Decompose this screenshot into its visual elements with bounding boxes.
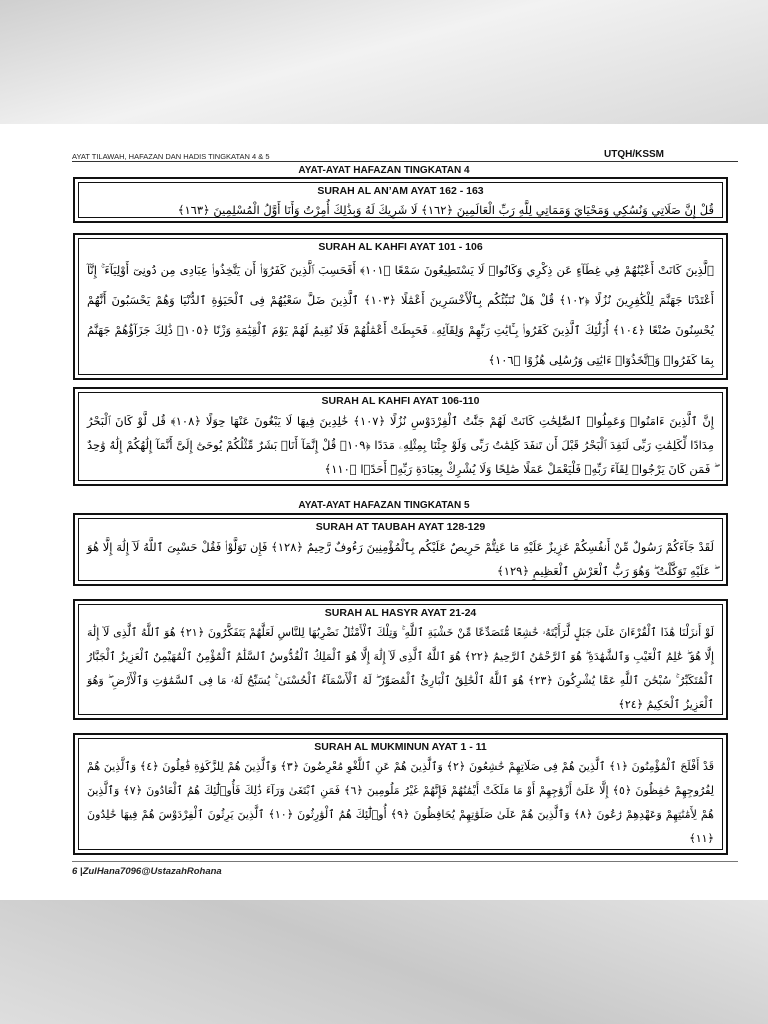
background-bottom (0, 900, 768, 1024)
ayat-text: قُلْ إِنَّ صَلَاتِي وَنُسُكِي وَمَحْيَايَ وَمَمَاتِي لِلَّهِ رَبِّ الْعَالَمِينَ ﴿١٦٢﴾ لَا شَرِيكَ لَهُ وَبِذَٰلِكَ أُمِرْتُ وَأَنَا أَوَّلُ الْمُسْلِمِينَ ﴿١٦٣﴾ (177, 203, 714, 217)
document-page (0, 124, 768, 900)
header-left-text: AYAT TILAWAH, HAFAZAN DAN HADIS TINGKATAN 4 & 5 (72, 152, 270, 161)
surah-title: SURAH AL HASYR AYAT 21-24 (324, 607, 477, 619)
surah-title: SURAH AL MUKMINUN AYAT 1 - 11 (314, 741, 487, 753)
surah-box-kahfi-106 (73, 387, 728, 486)
header-divider (72, 161, 738, 162)
ayat-text: قَدْ أَفْلَحَ ٱلْمُؤْمِنُونَ ﴿١﴾ ٱلَّذِينَ هُمْ فِى صَلَاتِهِمْ خَٰشِعُونَ ﴿٢﴾ وَٱلَّذِينَ هُمْ عَنِ ٱللَّغْوِ مُعْرِضُونَ ﴿٣﴾ وَٱلَّذِينَ هُمْ لِلزَّكَوٰةِ فَٰعِلُونَ ﴿٤﴾ وَٱلَّذِينَ هُمْ لِفُرُوجِهِمْ حَٰفِظُونَ ﴿٥﴾ إِلَّا عَلَىٰٓ أَزْوَٰجِهِمْ أَوْ مَا مَلَكَتْ أَيْمَٰنُهُمْ فَإِنَّهُمْ غَيْرُ مَلُومِينَ ﴿٦﴾ فَمَنِ ٱبْتَغَىٰ وَرَآءَ ذَٰلِكَ فَأُو۟لَٰٓئِكَ هُمُ ٱلْعَادُونَ ﴿٧﴾ وَٱلَّذِينَ هُمْ لِأَمَٰنَٰتِهِمْ وَعَهْدِهِمْ رَٰعُونَ ﴿٨﴾ وَٱلَّذِينَ هُمْ عَلَىٰ صَلَوَٰتِهِمْ يُحَافِظُونَ ﴿٩﴾ أُو۟لَٰٓئِكَ هُمُ ٱلْوَٰرِثُونَ ﴿١٠﴾ ٱلَّذِينَ يَرِثُونَ ٱلْفِرْدَوْسَ هُمْ فِيهَا خَٰلِدُونَ ﴿١١﴾ (87, 760, 715, 845)
ayat-text: لَوْ أَنزَلْنَا هَٰذَا ٱلْقُرْءَانَ عَلَىٰ جَبَلٍ لَّرَأَيْتَهُۥ خَٰشِعًا مُّتَصَدِّعًا مِّنْ خَشْيَةِ ٱللَّهِ ۚ وَتِلْكَ ٱلْأَمْثَٰلُ نَضْرِبُهَا لِلنَّاسِ لَعَلَّهُمْ يَتَفَكَّرُونَ ﴿٢١﴾ هُوَ ٱللَّهُ ٱلَّذِى لَآ إِلَٰهَ إِلَّا هُوَ ۖ عَٰلِمُ ٱلْغَيْبِ وَٱلشَّهَٰدَةِ ۖ هُوَ ٱلرَّحْمَٰنُ ٱلرَّحِيمُ ﴿٢٢﴾ هُوَ ٱللَّهُ ٱلَّذِى لَآ إِلَٰهَ إِلَّا هُوَ ٱلْمَلِكُ ٱلْقُدُّوسُ ٱلسَّلَٰمُ ٱلْمُؤْمِنُ ٱلْمُهَيْمِنُ ٱلْعَزِيزُ ٱلْجَبَّارُ ٱلْمُتَكَبِّرُ ۚ سُبْحَٰنَ ٱللَّهِ عَمَّا يُشْرِكُونَ ﴿٢٣﴾ هُوَ ٱللَّهُ ٱلْخَٰلِقُ ٱلْبَارِئُ ٱلْمُصَوِّرُ ۖ لَهُ ٱلْأَسْمَآءُ ٱلْحُسْنَىٰ ۚ يُسَبِّحُ لَهُۥ مَا فِى ٱلسَّمَٰوَٰتِ وَٱلْأَرْضِ ۖ وَهُوَ ٱلْعَزِيزُ ٱلْحَكِيمُ ﴿٢٤﴾ (87, 626, 715, 711)
ayat-text: إِنَّ ٱلَّذِينَ ءَامَنُوا۟ وَعَمِلُوا۟ ٱلصَّٰلِحَٰتِ كَانَتْ لَهُمْ جَنَّٰتُ ٱلْفِرْدَوْسِ نُزُلًا ﴿١٠٧﴾ خَٰلِدِينَ فِيهَا لَا يَبْغُونَ عَنْهَا حِوَلًا ﴿١٠٨﴾ قُل لَّوْ كَانَ ٱلْبَحْرُ مِدَادًا لِّكَلِمَٰتِ رَبِّى لَنَفِدَ ٱلْبَحْرُ قَبْلَ أَن تَنفَدَ كَلِمَٰتُ رَبِّى وَلَوْ جِئْنَا بِمِثْلِهِۦ مَدَدًا ﴿١٠٩﴾ قُلْ إِنَّمَآ أَنَا۠ بَشَرٌ مِّثْلُكُمْ يُوحَىٰٓ إِلَىَّ أَنَّمَآ إِلَٰهُكُمْ إِلَٰهٌ وَٰحِدٌ ۖ فَمَن كَانَ يَرْجُوا۟ لِقَآءَ رَبِّهِۦ فَلْيَعْمَلْ عَمَلًا صَٰلِحًا وَلَا يُشْرِكْ بِعِبَادَةِ رَبِّهِۦٓ أَحَدًۢا ﴿١١٠﴾ (87, 414, 715, 476)
footer-divider (72, 861, 738, 862)
surah-box-taubah (73, 513, 728, 586)
section-title-tingkatan-4: AYAT-AYAT HAFAZAN TINGKATAN 4 (298, 165, 470, 176)
surah-title: SURAH AL AN’AM AYAT 162 - 163 (317, 185, 484, 197)
surah-title: SURAH AL KAHFI AYAT 106-110 (321, 395, 480, 407)
header-right-code: UTQH/KSSM (604, 149, 664, 160)
surah-box-anam (73, 177, 728, 223)
page-footer: 6 |ZulHana7096@UstazahRohana (72, 866, 222, 877)
surah-box-hasyr (73, 599, 728, 720)
ayat-text: لَقَدْ جَآءَكُمْ رَسُولٌ مِّنْ أَنفُسِكُمْ عَزِيزٌ عَلَيْهِ مَا عَنِتُّمْ حَرِيصٌ عَلَيْكُم بِٱلْمُؤْمِنِينَ رَءُوفٌ رَّحِيمٌ ﴿١٢٨﴾ فَإِن تَوَلَّوْا۟ فَقُلْ حَسْبِىَ ٱللَّهُ لَآ إِلَٰهَ إِلَّا هُوَ ۖ عَلَيْهِ تَوَكَّلْتُ ۖ وَهُوَ رَبُّ ٱلْعَرْشِ ٱلْعَظِيمِ ﴿١٢٩﴾ (87, 540, 714, 578)
surah-box-mukminun (73, 733, 728, 855)
ayat-text: ٱلَّذِينَ كَانَتْ أَعْيُنُهُمْ فِي غِطَآءٍ عَن ذِكْرِي وَكَانُوا۟ لَا يَسْتَطِيعُونَ سَمْعًا ﴿١٠١﴾ أَفَحَسِبَ ٱلَّذِينَ كَفَرُوٓا۟ أَن يَتَّخِذُوا۟ عِبَادِى مِن دُونِىٓ أَوْلِيَآءَ ۚ إِنَّآ أَعْتَدْنَا جَهَنَّمَ لِلْكَٰفِرِينَ نُزُلًا ﴿١٠٢﴾ قُلْ هَلْ نُنَبِّئُكُم بِٱلْأَخْسَرِينَ أَعْمَٰلًا ﴿١٠٣﴾ ٱلَّذِينَ ضَلَّ سَعْيُهُمْ فِى ٱلْحَيَوٰةِ ٱلدُّنْيَا وَهُمْ يَحْسَبُونَ أَنَّهُمْ يُحْسِنُونَ صُنْعًا ﴿١٠٤﴾ أُو۟لَٰٓئِكَ ٱلَّذِينَ كَفَرُوا۟ بِـَٔايَٰتِ رَبِّهِمْ وَلِقَآئِهِۦ فَحَبِطَتْ أَعْمَٰلُهُمْ فَلَا نُقِيمُ لَهُمْ يَوْمَ ٱلْقِيَٰمَةِ وَزْنًا ﴿١٠٥﴾ ذَٰلِكَ جَزَآؤُهُمْ جَهَنَّمُ بِمَا كَفَرُوا۟ وَٱتَّخَذُوٓا۟ ءَايَٰتِى وَرُسُلِى هُزُوًا ﴿١٠٦﴾ (87, 263, 715, 367)
surah-title: SURAH AT TAUBAH AYAT 128-129 (315, 521, 486, 533)
surah-title: SURAH AL KAHFI AYAT 101 - 106 (318, 241, 483, 253)
surah-box-kahfi-101 (73, 233, 728, 380)
background-top (0, 0, 768, 124)
section-title-tingkatan-5: AYAT-AYAT HAFAZAN TINGKATAN 5 (298, 500, 470, 511)
